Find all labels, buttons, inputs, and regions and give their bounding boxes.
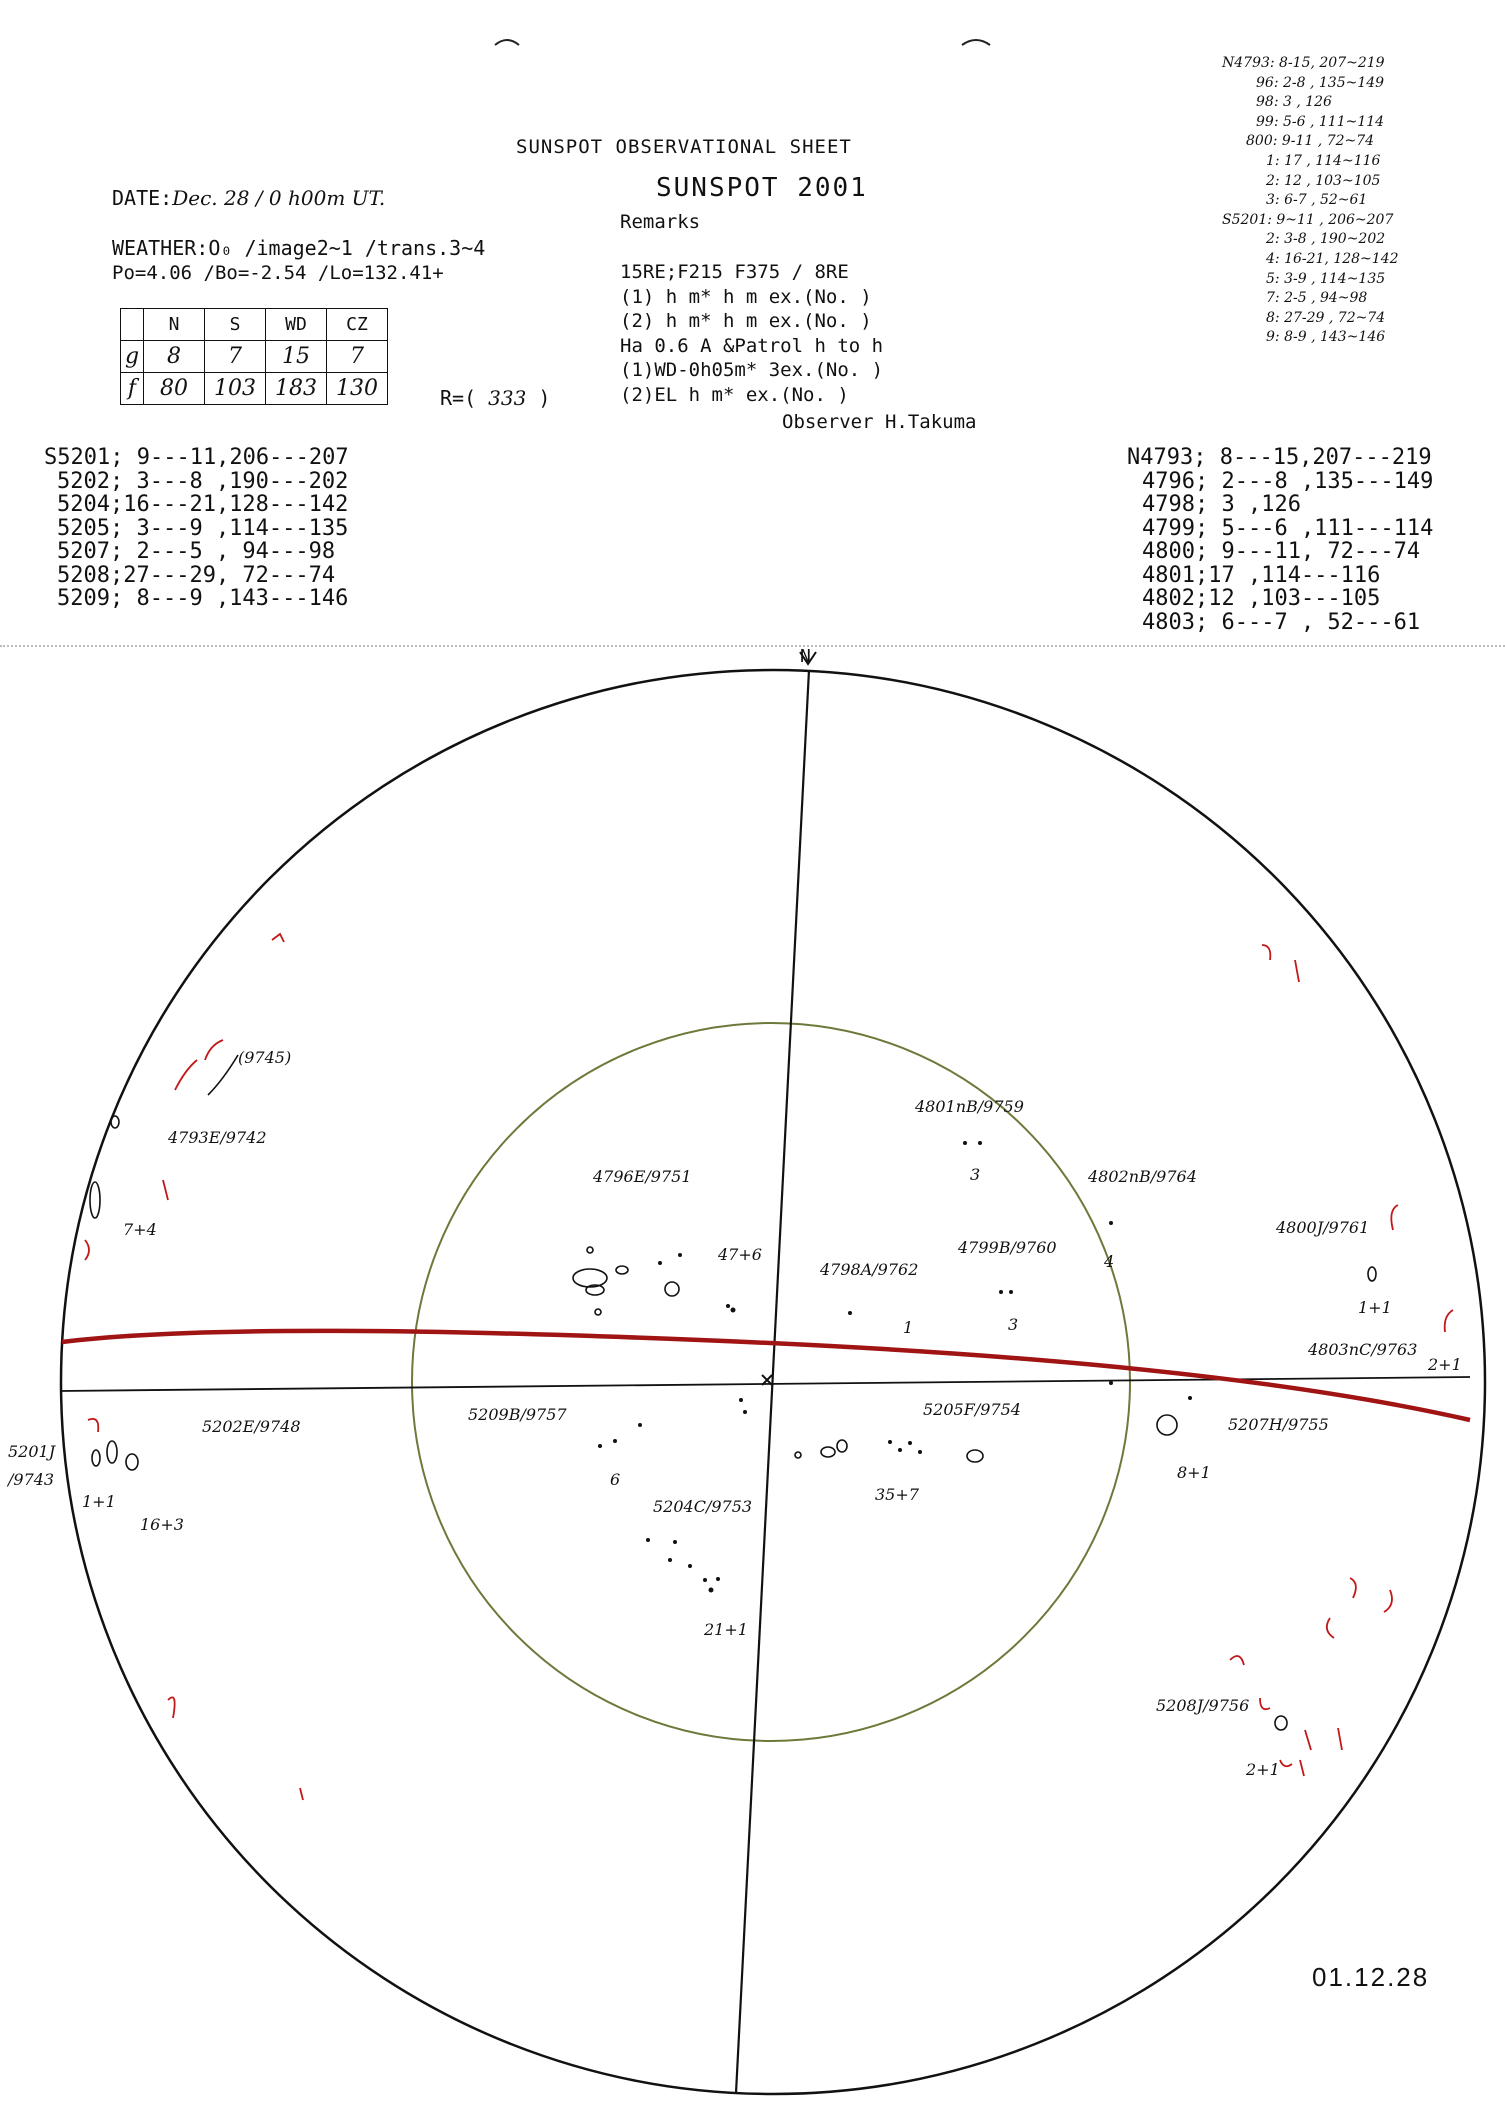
list-item: S5201; 9---11,206---207 bbox=[44, 445, 349, 470]
spot-count: 7+4 bbox=[123, 1220, 157, 1239]
sunspot bbox=[1368, 1267, 1376, 1281]
sunspot bbox=[573, 1269, 607, 1287]
list-item: 2: 3-8 , 190~202 bbox=[1266, 231, 1386, 248]
spot-label: 5209B/9757 bbox=[468, 1405, 567, 1424]
spot-label: 5201J /9743 bbox=[8, 1442, 56, 1489]
sunspot bbox=[90, 1182, 100, 1218]
remarks-title: Remarks bbox=[620, 211, 701, 233]
weather-label: WEATHER: bbox=[112, 236, 209, 260]
spot-label: 5207H/9755 bbox=[1228, 1415, 1329, 1434]
spot-label: 5208J/9756 bbox=[1156, 1696, 1250, 1715]
sunspot bbox=[111, 1116, 119, 1128]
spot-count: 1 bbox=[903, 1318, 914, 1337]
remarks-line: Ha 0.6 A &Patrol h to h bbox=[620, 334, 884, 357]
list-item: 98: 3 , 126 bbox=[1256, 94, 1332, 111]
spot-label: 4798A/9762 bbox=[820, 1260, 919, 1279]
binder-hole-icon bbox=[495, 40, 519, 45]
date-value: Dec. 28 / 0 h00m UT. bbox=[172, 186, 386, 210]
list-item: 4801;17 ,114---116 bbox=[1142, 562, 1381, 588]
spot-count: 6 bbox=[610, 1470, 621, 1489]
sunspot bbox=[107, 1441, 117, 1463]
r-close: ) bbox=[538, 386, 551, 410]
spot-label: (9745) bbox=[238, 1048, 292, 1067]
table-header-cell: S bbox=[205, 309, 266, 341]
north-south-axis bbox=[736, 670, 809, 2093]
date-label: DATE: bbox=[112, 186, 173, 210]
spot-label: 4803nC/9763 bbox=[1308, 1340, 1418, 1359]
list-item: 5: 3-9 , 114~135 bbox=[1266, 270, 1386, 287]
table-cell: 183 bbox=[266, 373, 327, 405]
spot-label: 4801nB/9759 bbox=[915, 1097, 1024, 1116]
row-label: f bbox=[121, 373, 144, 405]
list-item: 4802;12 ,103---105 bbox=[1142, 586, 1381, 611]
list-item: 5209; 8---9 ,143---146 bbox=[57, 586, 349, 611]
sunspot bbox=[92, 1450, 100, 1466]
list-item: 4798; 3 ,126 bbox=[1142, 492, 1301, 517]
list-item: 96: 2-8 , 135~149 bbox=[1256, 74, 1385, 91]
list-item: 5205; 3---9 ,114---135 bbox=[57, 515, 349, 541]
remarks-line: 15RE;F215 F375 / 8RE bbox=[620, 261, 849, 283]
list-item: N4793: 8-15, 207~219 bbox=[1222, 55, 1385, 71]
list-item: 8: 27-29 , 72~74 bbox=[1266, 309, 1386, 326]
sunspot bbox=[595, 1309, 601, 1315]
list-item: 5208;27---29, 72---74 bbox=[57, 562, 336, 588]
table-cell: 15 bbox=[266, 341, 327, 373]
spot-label: 4796E/9751 bbox=[593, 1167, 692, 1186]
spot-count: 3 bbox=[970, 1165, 981, 1184]
sunspot bbox=[821, 1447, 835, 1457]
list-item: 800: 9-11 , 72~74 bbox=[1246, 133, 1375, 150]
list-item: 4796; 2---8 ,135---149 bbox=[1142, 468, 1434, 494]
spot-label: 4802nB/9764 bbox=[1088, 1167, 1197, 1186]
spot-count: 1+1 bbox=[82, 1492, 116, 1511]
sunspot bbox=[1157, 1415, 1177, 1435]
list-item: 5204;16---21,128---142 bbox=[57, 492, 349, 517]
table-cell: 7 bbox=[327, 341, 388, 373]
spot-label: 5202E/9748 bbox=[202, 1417, 301, 1436]
list-item: 5202; 3---8 ,190---202 bbox=[57, 468, 349, 494]
spot-count: 21+1 bbox=[704, 1620, 748, 1639]
list-item: 2: 12 , 103~105 bbox=[1266, 172, 1381, 189]
list-item: 4800; 9---11, 72---74 bbox=[1142, 539, 1421, 564]
weather-value: O₀ /image2~1 /trans.3~4 bbox=[208, 236, 486, 260]
spot-count: 35+7 bbox=[875, 1485, 919, 1504]
remarks-line: (2)EL h m* ex.(No. ) bbox=[620, 383, 849, 406]
table-cell: 8 bbox=[144, 341, 205, 373]
list-item: 3: 6-7 , 52~61 bbox=[1266, 192, 1368, 209]
spot-count: 2+1 bbox=[1246, 1760, 1280, 1779]
orientation-params: Po=4.06 /Bo=-2.54 /Lo=132.41+ bbox=[112, 262, 444, 284]
observer: Observer H.Takuma bbox=[782, 411, 977, 433]
spot-count: 2+1 bbox=[1428, 1355, 1462, 1374]
spot-count: 1+1 bbox=[1358, 1298, 1392, 1317]
list-item: 1: 17 , 114~116 bbox=[1266, 152, 1381, 169]
sunspot bbox=[587, 1247, 593, 1253]
sunspot bbox=[1275, 1716, 1287, 1730]
spot-label: 5205F/9754 bbox=[923, 1400, 1021, 1419]
table-cell: 80 bbox=[144, 373, 205, 405]
spot-label: 5204C/9753 bbox=[653, 1497, 753, 1516]
list-item: 4: 16-21, 128~142 bbox=[1266, 250, 1399, 267]
sunspot bbox=[616, 1266, 628, 1274]
spot-count: 3 bbox=[1008, 1315, 1019, 1334]
table-cell: 7 bbox=[205, 341, 266, 373]
list-item: 4803; 6---7 , 52---61 bbox=[1142, 609, 1421, 635]
list-item: 4799; 5---6 ,111---114 bbox=[1142, 515, 1434, 541]
table-cell: 103 bbox=[205, 373, 266, 405]
sunspot bbox=[967, 1450, 983, 1462]
spot-label: 4793E/9742 bbox=[168, 1128, 267, 1147]
spot-label: 4799B/9760 bbox=[958, 1238, 1057, 1257]
main-title: SUNSPOT 2001 bbox=[656, 173, 868, 203]
spot-count: 8+1 bbox=[1177, 1463, 1211, 1482]
spot-count: 47+6 bbox=[718, 1245, 762, 1264]
r-value: 333 bbox=[488, 386, 527, 410]
list-item: S5201: 9~11 , 206~207 bbox=[1222, 211, 1394, 228]
table-header-cell: CZ bbox=[327, 309, 388, 341]
spot-count: 16+3 bbox=[140, 1515, 184, 1534]
sheet-title: SUNSPOT OBSERVATIONAL SHEET bbox=[516, 136, 852, 158]
sunspot bbox=[795, 1452, 801, 1458]
table-header-cell: N bbox=[144, 309, 205, 341]
sunspot bbox=[126, 1454, 138, 1470]
spot-label: 4800J/9761 bbox=[1276, 1218, 1370, 1237]
sunspot bbox=[837, 1440, 847, 1452]
list-item: N4793; 8---15,207---219 bbox=[1127, 445, 1432, 470]
row-label: g bbox=[121, 341, 144, 373]
list-item: 7: 2-5 , 94~98 bbox=[1266, 290, 1368, 307]
list-item: 99: 5-6 , 111~114 bbox=[1256, 113, 1385, 130]
table-header-cell: WD bbox=[266, 309, 327, 341]
spot-count: 4 bbox=[1104, 1252, 1115, 1271]
north-label: N bbox=[800, 646, 811, 667]
table-cell: 130 bbox=[327, 373, 388, 405]
list-item: 9: 8-9 , 143~146 bbox=[1266, 329, 1386, 346]
remarks-line: (1)WD-0h05m* 3ex.(No. ) bbox=[620, 359, 884, 381]
sunspot bbox=[665, 1282, 679, 1296]
binder-hole-icon bbox=[962, 40, 990, 45]
r-label: R=( bbox=[440, 386, 477, 410]
solar-equator bbox=[62, 1331, 1470, 1420]
remarks-line: (1) h m* h m ex.(No. ) bbox=[620, 285, 872, 308]
leader-line bbox=[208, 1055, 238, 1095]
date-stamp: 01.12.28 bbox=[1312, 1962, 1430, 1992]
list-item: 5207; 2---5 , 94---98 bbox=[57, 539, 336, 564]
remarks-line: (2) h m* h m ex.(No. ) bbox=[620, 310, 872, 332]
